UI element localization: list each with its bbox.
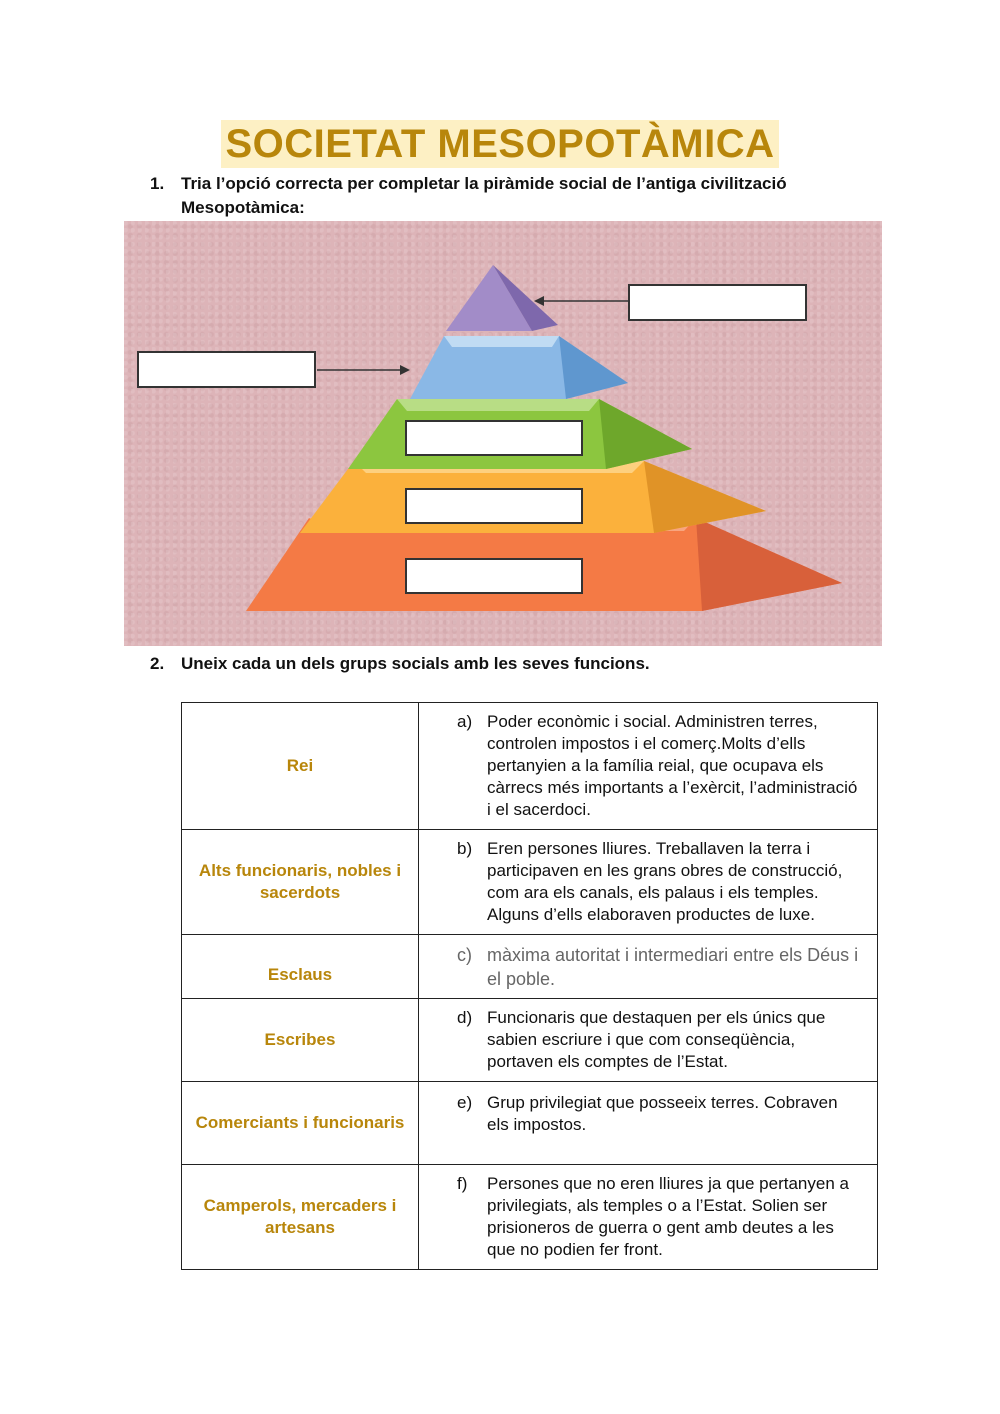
function-text: Persones que no eren lliures ja que pertanyen a privilegiats, als temples o a l’Estat. Solien ser prisioneros de guerra o gent amb deutes a les que no podien fer front. bbox=[487, 1174, 849, 1259]
function-cell[interactable] bbox=[419, 999, 878, 1082]
pyramid-svg bbox=[124, 221, 882, 646]
function-letter: e) bbox=[457, 1093, 473, 1112]
function-cell[interactable] bbox=[419, 830, 878, 935]
table-row bbox=[182, 1165, 878, 1270]
function-text: màxima autoritat i intermediari entre els Déus i el poble. bbox=[487, 944, 859, 989]
arrow-top bbox=[534, 296, 629, 306]
function-cell[interactable] bbox=[419, 1165, 878, 1270]
group-cell[interactable]: Rei bbox=[182, 703, 419, 830]
table-row bbox=[182, 935, 878, 999]
question-2-number: 2. bbox=[150, 654, 165, 673]
arrow-second bbox=[317, 365, 410, 375]
function-cell[interactable] bbox=[419, 935, 878, 999]
table-row bbox=[182, 999, 878, 1082]
table-row bbox=[182, 1082, 878, 1165]
function-text: Grup privilegiat que posseeix terres. Cobraven els impostos. bbox=[487, 1093, 838, 1134]
matching-table bbox=[181, 702, 878, 1270]
function-letter: b) bbox=[457, 839, 473, 858]
answer-box-top[interactable] bbox=[629, 285, 806, 320]
function-letter: a) bbox=[457, 712, 473, 731]
function-text: Eren persones lliures. Treballaven la terra i participaven en les grans obres de construcció, com ara els canals, els palaus i els temples. Alguns d’ells elaboraven productes de luxe. bbox=[487, 839, 843, 924]
table-row bbox=[182, 703, 878, 830]
function-letter: d) bbox=[457, 1008, 473, 1027]
function-letter: c) bbox=[457, 944, 472, 965]
page-title: SOCIETAT MESOPOTÀMICA bbox=[221, 120, 778, 168]
group-cell[interactable]: Camperols, mercaders i artesans bbox=[182, 1165, 419, 1270]
question-2 bbox=[150, 652, 870, 676]
answer-box-third[interactable] bbox=[406, 421, 582, 455]
answer-box-second[interactable] bbox=[138, 352, 315, 387]
answer-box-fifth[interactable] bbox=[406, 559, 582, 593]
table-row bbox=[182, 830, 878, 935]
pyramid-illustration bbox=[124, 221, 882, 646]
question-1-text: Tria l’opció correcta per completar la piràmide social de l’antiga civilització Mesopotàmica: bbox=[181, 174, 787, 217]
group-cell[interactable]: Escribes bbox=[182, 999, 419, 1082]
group-cell[interactable]: Alts funcionaris, nobles i sacerdots bbox=[182, 830, 419, 935]
question-1-number: 1. bbox=[150, 174, 165, 193]
function-cell[interactable] bbox=[419, 1082, 878, 1165]
group-cell[interactable]: Esclaus bbox=[182, 935, 419, 999]
pyramid-level-2 bbox=[410, 336, 628, 399]
group-cell[interactable]: Comerciants i funcionaris bbox=[182, 1082, 419, 1165]
function-letter: f) bbox=[457, 1174, 468, 1193]
function-text: Funcionaris que destaquen per els únics que sabien escriure i que com conseqüència, portaven els comptes de l’Estat. bbox=[487, 1008, 826, 1071]
function-cell[interactable] bbox=[419, 703, 878, 830]
answer-box-fourth[interactable] bbox=[406, 489, 582, 523]
question-1 bbox=[150, 172, 870, 220]
question-2-text: Uneix cada un dels grups socials amb les seves funcions. bbox=[181, 654, 650, 673]
title-wrapper bbox=[0, 120, 1000, 168]
function-text: Poder econòmic i social. Administren terres, controlen impostos i el comerç.Molts d’ells pertanyien a la família reial, que ocupava els càrrecs més importants a l’exèrcit, l’administració i el sacerdoci. bbox=[487, 712, 858, 819]
